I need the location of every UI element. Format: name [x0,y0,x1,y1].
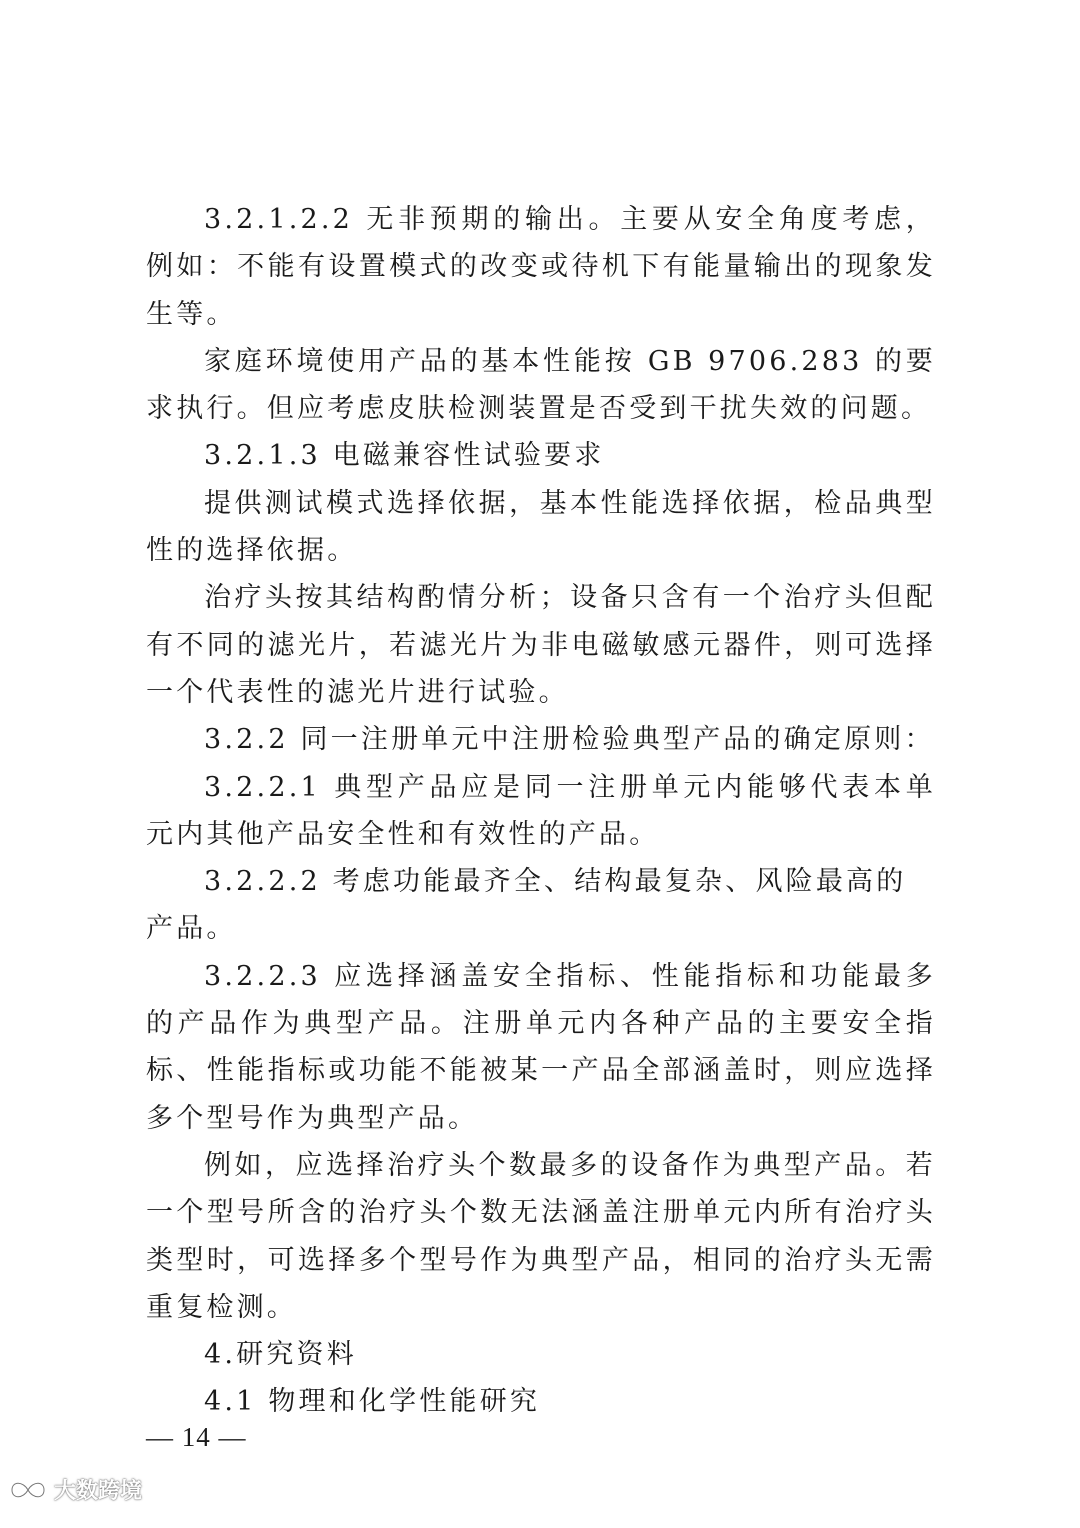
heading-4: 4.研究资料 [204,1339,357,1371]
paragraph-test-mode-basis: 提供测试模式选择依据，基本性能选择依据，检品典型性的选择依据。 [146,487,936,567]
heading-3-2-1-3: 3.2.1.3 电磁兼容性试验要求 [204,440,605,472]
paragraph-treatment-head-analysis: 治疗头按其结构酌情分析；设备只含有一个治疗头但配有不同的滤光片，若滤光片为非电磁敏感元器件，则可选择一个代表性的滤光片进行试验。 [146,582,936,708]
infinity-logo-icon [6,1475,50,1505]
watermark-text: 大数跨境 [54,1479,143,1504]
paragraph-example: 例如，应选择治疗头个数最多的设备作为典型产品。若一个型号所含的治疗头个数无法涵盖注册单元内所有治疗头类型时，可选择多个型号作为典型产品，相同的治疗头无需重复检测。 [146,1149,936,1323]
paragraph-3-2-2-3: 3.2.2.3 应选择涵盖安全指标、性能指标和功能最多的产品作为典型产品。注册单元内各种产品的主要安全指标、性能指标或功能不能被某一产品全部涵盖时，则应选择多个型号作为典型产品。 [146,960,936,1134]
paragraph-3-2-2-1: 3.2.2.1 典型产品应是同一注册单元内能够代表本单元内其他产品安全性和有效性的产品。 [146,771,936,850]
page-number: — 14 — [146,1422,247,1452]
heading-3-2-2: 3.2.2 同一注册单元中注册检验典型产品的确定原则： [204,724,935,756]
document-body [146,196,936,1426]
paragraph-home-use-performance: 家庭环境使用产品的基本性能按 GB 9706.283 的要求执行。但应考虑皮肤检测装置是否受到干扰失效的问题。 [146,345,936,425]
watermark [6,1474,142,1505]
paragraph-3-2-2-2: 3.2.2.2 考虑功能最齐全、结构最复杂、风险最高的产品。 [146,866,907,945]
paragraph-3-2-1-2-2: 3.2.1.2.2 无非预期的输出。主要从安全角度考虑，例如：不能有设置模式的改变或待机下有能量输出的现象发生等。 [146,204,936,330]
heading-4-1: 4.1 物理和化学性能研究 [204,1386,541,1418]
